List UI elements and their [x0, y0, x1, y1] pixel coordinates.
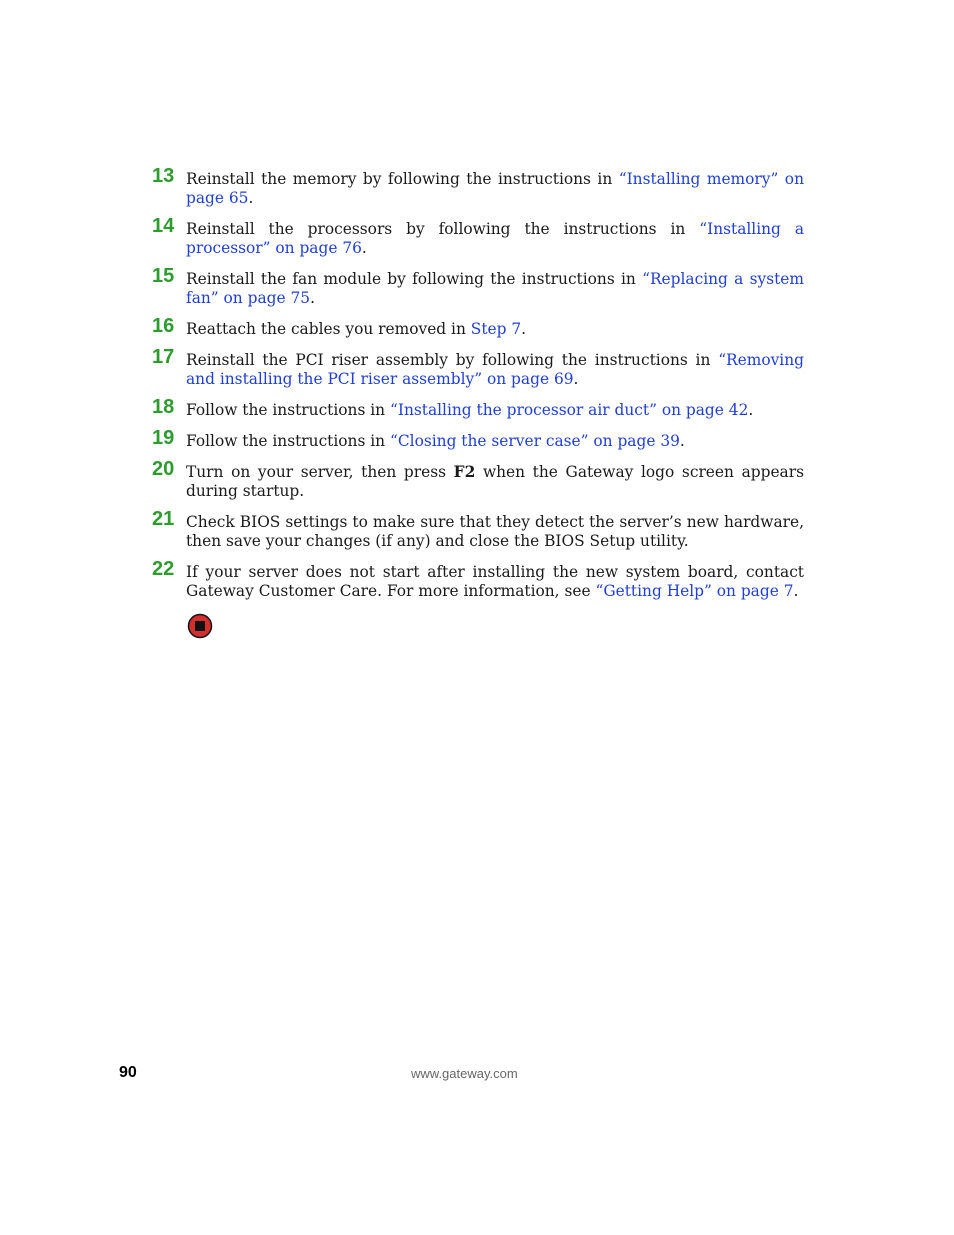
step-text [186, 563, 804, 601]
step-text-part: Follow the instructions in [186, 401, 390, 419]
step-18 [152, 396, 804, 420]
link-installing-processor[interactable]: “Installing a processor” on page 76 [186, 220, 804, 257]
step-text [186, 351, 804, 389]
step-number: 13 [152, 165, 175, 187]
step-number: 18 [152, 396, 175, 418]
step-22 [152, 558, 804, 601]
step-14 [152, 215, 804, 258]
step-text [186, 270, 804, 308]
step-text-part: . [679, 432, 685, 450]
link-pci-riser-assembly[interactable]: “Removing and installing the PCI riser assembly” on page 69 [186, 351, 804, 388]
step-number: 17 [152, 346, 175, 368]
step-text-part: . [793, 582, 799, 600]
link-installing-memory[interactable]: “Installing memory” on page 65 [186, 170, 804, 207]
step-16 [152, 315, 804, 339]
step-17 [152, 346, 804, 389]
step-text-part: Reattach the cables you removed in [186, 320, 471, 338]
step-text [186, 401, 804, 420]
steps-list [152, 165, 804, 613]
link-getting-help[interactable]: “Getting Help” on page 7 [595, 582, 794, 600]
step-text [186, 220, 804, 258]
step-text-part: when the Gateway logo screen appears during startup. [186, 463, 804, 500]
step-text [186, 170, 804, 208]
step-text-part: Reinstall the processors by following the instructions in [186, 220, 700, 238]
step-text [186, 513, 804, 551]
step-number: 15 [152, 265, 175, 287]
link-replacing-system-fan[interactable]: “Replacing a system fan” on page 75 [186, 270, 804, 307]
key-f2: F2 [453, 463, 476, 481]
step-text-part: . [248, 189, 254, 207]
step-number: 21 [152, 508, 175, 530]
step-text-part: . [521, 320, 527, 338]
step-19 [152, 427, 804, 451]
step-number: 19 [152, 427, 175, 449]
step-number: 22 [152, 558, 175, 580]
step-number: 16 [152, 315, 175, 337]
step-text-part: Follow the instructions in [186, 432, 390, 450]
step-text-part: . [748, 401, 754, 419]
link-step-7[interactable]: Step 7 [470, 320, 522, 338]
step-text-part: . [310, 289, 315, 307]
step-text-part: Reinstall the memory by following the instructions in [186, 170, 619, 188]
step-15 [152, 265, 804, 308]
step-20 [152, 458, 804, 501]
step-number: 14 [152, 215, 175, 237]
step-text [186, 432, 804, 451]
page-number: 90 [119, 1064, 137, 1081]
step-number: 20 [152, 458, 175, 480]
step-text [186, 320, 804, 339]
website-url: www.gateway.com [411, 1066, 518, 1081]
step-text-part: If your server does not start after installing the new system board, contact Gateway Customer Care. For more information, see [186, 563, 804, 600]
step-text-part: Check BIOS settings to make sure that they detect the server’s new hardware, then save your changes (if any) and close the BIOS Setup utility. [186, 513, 804, 550]
step-text-part: Reinstall the PCI riser assembly by following the instructions in [186, 351, 719, 369]
link-processor-air-duct[interactable]: “Installing the processor air duct” on page 42 [390, 401, 749, 419]
link-closing-server-case[interactable]: “Closing the server case” on page 39 [390, 432, 680, 450]
step-13 [152, 165, 804, 208]
step-text-part: . [573, 370, 579, 388]
step-21 [152, 508, 804, 551]
step-text [186, 463, 804, 501]
stop-icon [187, 613, 213, 639]
step-text-part: Turn on your server, then press [186, 463, 454, 481]
step-text-part: Reinstall the fan module by following the instructions in [186, 270, 643, 288]
step-text-part: . [361, 239, 367, 257]
